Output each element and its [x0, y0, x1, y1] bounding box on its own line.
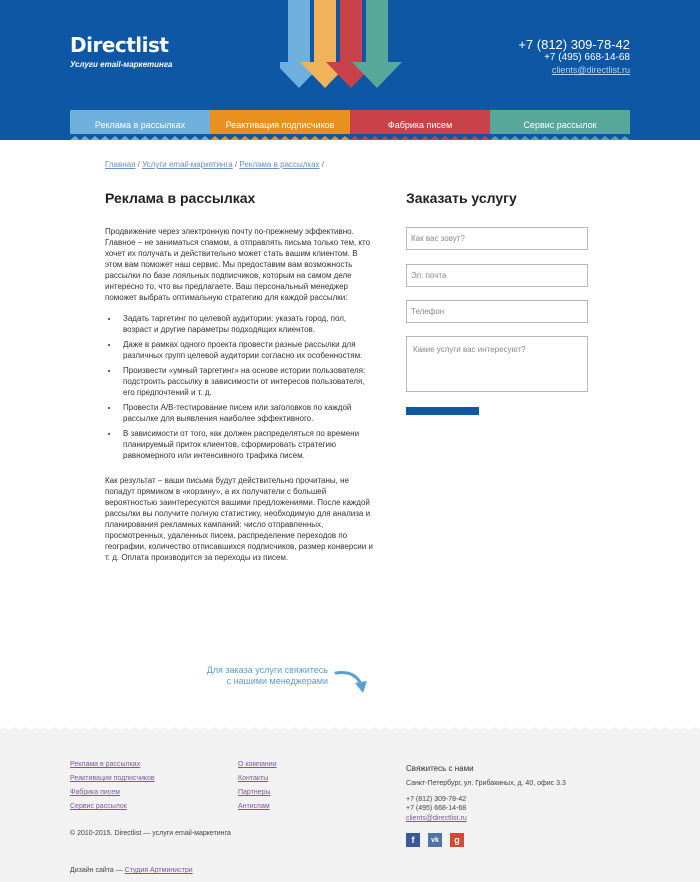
- footer-phones: [406, 795, 466, 813]
- header-zigzag-edge: [0, 134, 700, 142]
- breadcrumb-services-link[interactable]: Услуги email-маркетинга: [142, 160, 233, 169]
- footer-services-links: [70, 758, 155, 814]
- footer-phone-1[interactable]: +7 (812) 309-78-42: [406, 796, 467, 803]
- copyright-text: © 2010-2015. Directlist — услуги email-маркетинга: [70, 830, 231, 837]
- nav-item-advertising[interactable]: Реклама в рассылках: [70, 110, 210, 140]
- nav-item-reactivation[interactable]: Реактивация подписчиков: [210, 110, 350, 140]
- header-contacts: [518, 38, 630, 76]
- list-item: • В зависимости от того, как должен распределяться по времени планируемый приток клиентов, сформировать стратегию равномерного или интенсивного трафика писем.: [119, 428, 375, 461]
- breadcrumb-current-link[interactable]: Реклама в рассылках: [239, 160, 320, 169]
- google-plus-icon[interactable]: g: [450, 833, 464, 847]
- site-header: [0, 0, 700, 140]
- cta-line-1: Для заказа услуги свяжитесь: [206, 665, 328, 675]
- design-credit-prefix: Дизайн сайта —: [70, 867, 125, 874]
- list-item: • Провести A/B-тестирование писем или заголовков по каждой рассылке для выявления наиболее эффективного.: [119, 402, 375, 424]
- design-credit: [70, 867, 193, 874]
- nav-item-letter-factory[interactable]: Фабрика писем: [350, 110, 490, 140]
- header-email-link[interactable]: clients@directlist.ru: [551, 65, 630, 75]
- result-paragraph: Как результат – ваши письма будут действительно прочитаны, не попадут прямиком в «корзину», а их получатели с большей вероятностью заинтересуются вашими предложениями. После каждой рассылки вы получите полную статистику, необходимую для анализа и планирования рекламных кампаний: число отправленных, просмотренных, удаленных писем, распределение переходов по географии, количество отписавшихся подписчиков, размер конверсии и т. д. Оплата производится за переходы из писем.: [105, 476, 373, 562]
- header-phone-1[interactable]: +7 (812) 309-78-42: [518, 37, 630, 52]
- curved-arrow-icon: [334, 668, 370, 696]
- phone-field[interactable]: [406, 300, 588, 323]
- nav-item-mailing-service[interactable]: Сервис рассылок: [490, 110, 630, 140]
- logo[interactable]: [70, 33, 168, 57]
- social-links: [406, 833, 464, 847]
- design-studio-link[interactable]: Студия Артминистри: [124, 867, 193, 874]
- footer-link-advertising[interactable]: Реклама в рассылках: [70, 761, 141, 768]
- footer-link-letter-factory[interactable]: Фабрика писем: [70, 789, 120, 796]
- list-item: • Даже в рамках одного проекта провести разные рассылки для различных групп целевой аудитории согласно их особенностям.: [119, 339, 375, 361]
- logo-tagline: Услуги email-маркетинга: [70, 60, 173, 69]
- footer-contact-title: Свяжитесь с нами: [406, 764, 474, 773]
- order-form-title: Заказать услугу: [406, 190, 517, 206]
- footer-address: Санкт-Петербург, ул. Грибакиных, д. 40, офис 3.3: [406, 780, 566, 787]
- list-item: • Задать таргетинг по целевой аудитории: указать город, пол, возраст и другие параметры подходящих клиентов.: [119, 313, 375, 335]
- feature-list: [119, 313, 375, 461]
- submit-button[interactable]: [406, 407, 479, 415]
- email-field[interactable]: [406, 264, 588, 287]
- intro-paragraph: Продвижение через электронную почту по-прежнему эффективно. Главное – не заниматься спамом, а отправлять письма только тем, кто хочет их получать и действительно может стать вашим клиентом. В этом вам поможет наш сервис. Мы предоставим вам возможность рассылки по базе лояльных подписчиков, которым на самом деле интересно то, что вы предлагаете. Ваш персональный менеджер поможет выбрать оптимальную стратегию для каждой рассылки:: [105, 227, 371, 302]
- footer-email-link[interactable]: clients@directlist.ru: [406, 815, 467, 822]
- footer-link-partners[interactable]: Партнеры: [238, 789, 271, 796]
- footer-link-mailing-service[interactable]: Сервис рассылок: [70, 803, 127, 810]
- footer-link-antispam[interactable]: Антиспам: [238, 803, 270, 810]
- list-item: • Произвести «умный таргетинг» на основе истории пользователя: подстроить рассылку в зависимости от интересов пользователя, его предпочтений и т. д.: [119, 365, 375, 398]
- page-title: Реклама в рассылках: [105, 190, 256, 206]
- footer-link-reactivation[interactable]: Реактивация подписчиков: [70, 775, 155, 782]
- logo-text: Directlist: [70, 33, 169, 57]
- breadcrumb: Главная / Услуги email-маркетинга / Реклама в рассылках /: [105, 160, 325, 169]
- hero-arrows-graphic: [280, 0, 420, 95]
- header-phone-2[interactable]: +7 (495) 668-14-68: [544, 52, 630, 63]
- footer-company-links: [238, 758, 277, 814]
- breadcrumb-home-link[interactable]: Главная: [105, 160, 136, 169]
- article-body: [105, 226, 375, 573]
- services-textarea[interactable]: [406, 336, 588, 392]
- footer-link-contacts[interactable]: Контакты: [238, 775, 269, 782]
- vkontakte-icon[interactable]: vk: [428, 833, 442, 847]
- name-field[interactable]: [406, 227, 588, 250]
- footer-link-about[interactable]: О компании: [238, 761, 277, 768]
- footer-phone-2[interactable]: +7 (495) 668-14-68: [406, 805, 467, 812]
- facebook-icon[interactable]: f: [406, 833, 420, 847]
- cta-line-2: с нашими менеджерами: [226, 676, 328, 686]
- cta-text: [170, 665, 328, 687]
